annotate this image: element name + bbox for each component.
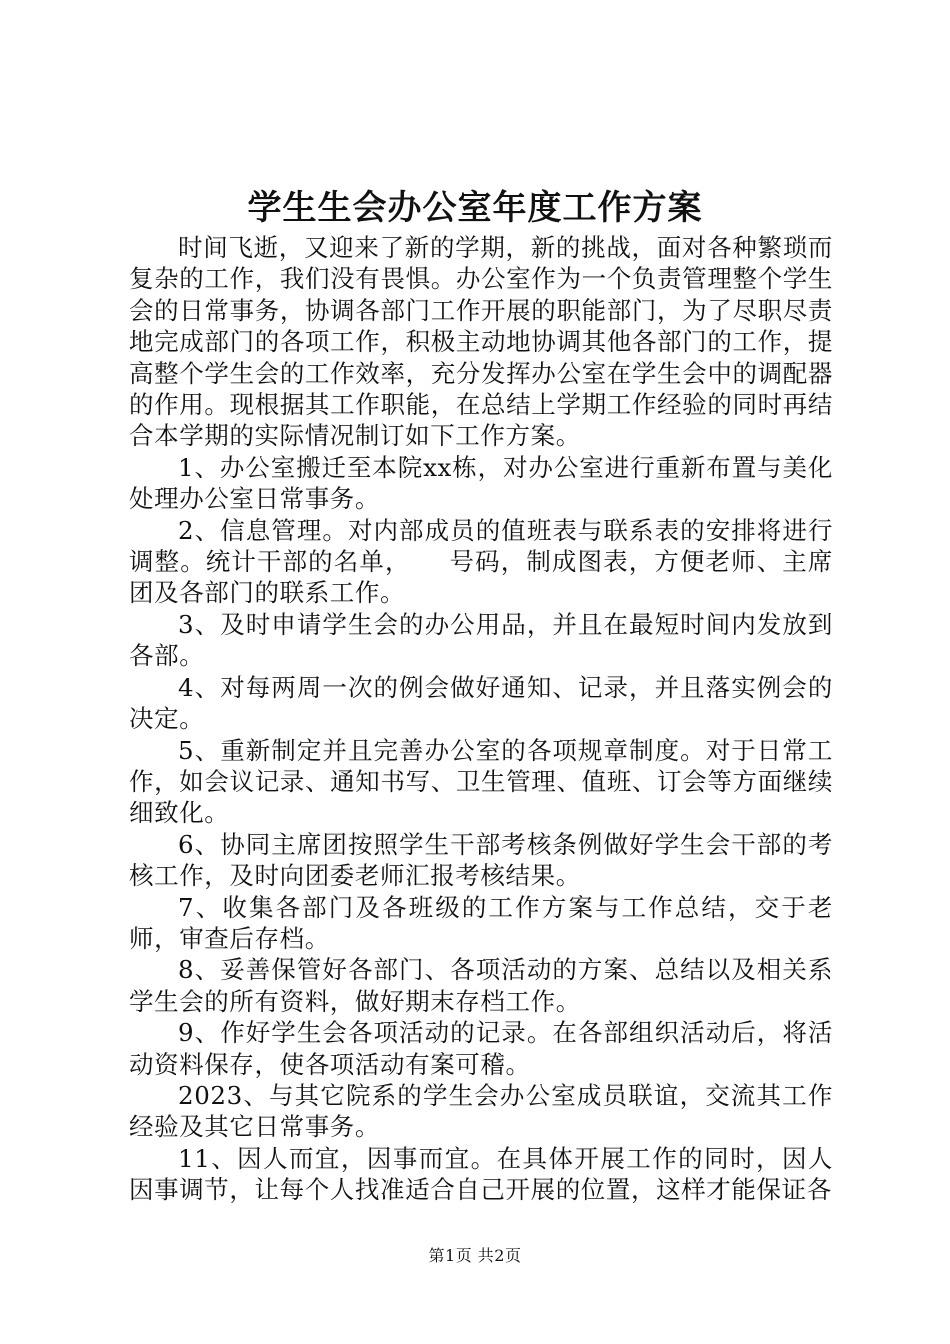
list-item: 5、重新制定并且完善办公室的各项规章制度。对于日常工作，如会议记录、通知书写、卫生管理、值班、订会等方面继续细致化。 <box>129 735 833 828</box>
document-title: 学生生会办公室年度工作方案 <box>247 188 703 228</box>
page-footer: 第1页 共2页 <box>428 1246 522 1265</box>
list-item: 4、对每两周一次的例会做好通知、记录，并且落实例会的决定。 <box>129 672 833 734</box>
list-item: 3、及时申请学生会的办公用品，并且在最短时间内发放到各部。 <box>129 609 833 671</box>
list-item: 2、信息管理。对内部成员的值班表与联系表的安排将进行调整。统计干部的名单， 号码，制成图表，方便老师、主席团及各部门的联系工作。 <box>129 515 833 608</box>
list-item: 11、因人而宜，因事而宜。在具体开展工作的同时，因人因事调节，让每个人找准适合自己开展的位置，这样才能保证各 <box>129 1143 833 1205</box>
list-item: 2023、与其它院系的学生会办公室成员联谊，交流其工作经验及其它日常事务。 <box>129 1080 833 1142</box>
intro-paragraph: 时间飞逝，又迎来了新的学期，新的挑战，面对各种繁琐而复杂的工作，我们没有畏惧。办公室作为一个负责管理整个学生会的日常事务，协调各部门工作开展的职能部门，为了尽职尽责地完成部门的各项工作，积极主动地协调其他各部门的工作，提高整个学生会的工作效率，充分发挥办公室在学生会中的调配器的作用。现根据其工作职能，在总结上学期工作经验的同时再结合本学期的实际情况制订如下工作方案。 <box>129 233 833 451</box>
list-item: 6、协同主席团按照学生干部考核条例做好学生会干部的考核工作，及时向团委老师汇报考核结果。 <box>129 829 833 891</box>
document-body <box>129 232 833 1206</box>
list-item: 9、作好学生会各项活动的记录。在各部组织活动后，将活动资料保存，使各项活动有案可稽。 <box>129 1018 833 1079</box>
list-item: 8、妥善保管好各部门、各项活动的方案、总结以及相关系学生会的所有资料，做好期末存档工作。 <box>129 955 833 1016</box>
list-item: 7、收集各部门及各班级的工作方案与工作总结，交于老师，审查后存档。 <box>129 892 833 953</box>
list-item: 1、办公室搬迁至本院xx栋，对办公室进行重新布置与美化处理办公室日常事务。 <box>129 452 833 514</box>
